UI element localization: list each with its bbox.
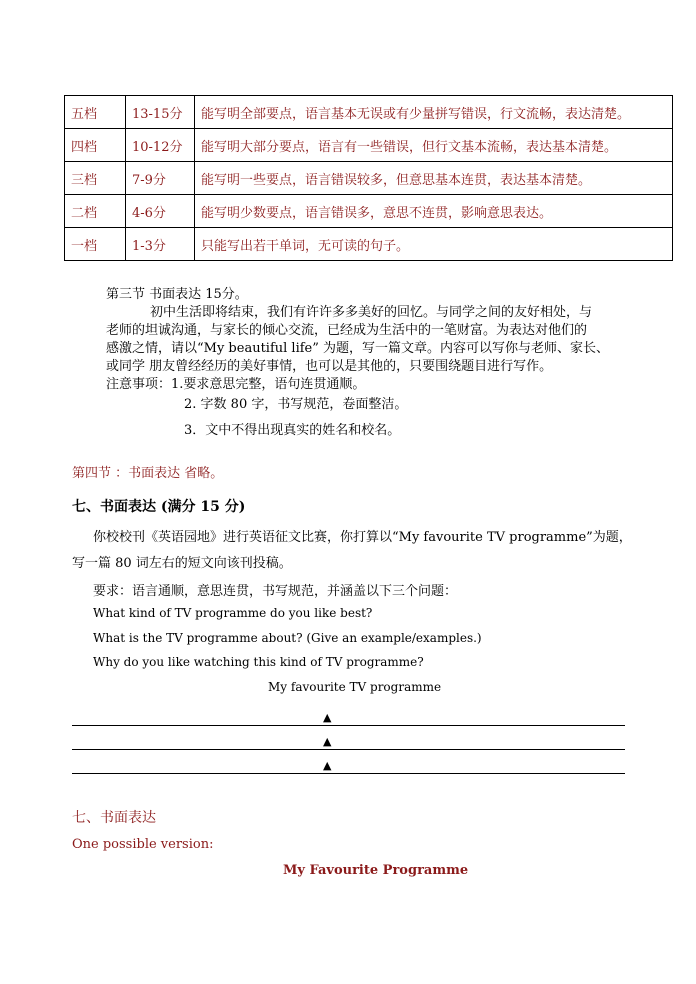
grade-description: 能写明少数要点，语言错误多，意思不连贯，影响意思表达。 (195, 195, 673, 228)
part7-intro-line2: 写一篇 80 词左右的短文向该刊投稿。 (72, 556, 292, 571)
grade-score: 4-6分 (126, 195, 195, 228)
grading-table (64, 95, 673, 261)
grade-label: 五档 (65, 96, 126, 129)
blank-marker-2: ▲ (323, 735, 332, 748)
grade-row (65, 195, 673, 228)
grade-row (65, 96, 673, 129)
question-2: What is the TV programme about? (Give an example/examples.) (93, 631, 482, 645)
answer-line-1 (72, 725, 625, 726)
grade-score: 10-12分 (126, 129, 195, 162)
grade-label: 三档 (65, 162, 126, 195)
essay-title: My favourite TV programme (268, 680, 442, 694)
grade-description: 能写明全部要点，语言基本无误或有少量拼写错误，行文流畅，表达清楚。 (195, 96, 673, 129)
answer-line-3 (72, 773, 625, 774)
section3-line3: 感激之情，请以“My beautiful life” 为题，写一篇文章。内容可以写你与老师、家长、 (106, 341, 610, 356)
grade-description: 能写明大部分要点，语言有一些错误，但行文基本流畅，表达基本清楚。 (195, 129, 673, 162)
part7-requirement: 要求：语言通顺，意思连贯，书写规范，并涵盖以下三个问题： (93, 584, 458, 599)
grade-row (65, 129, 673, 162)
part7-intro-line1: 你校校刊《英语园地》进行英语征文比赛，你打算以“My favourite TV programme”为题， (93, 530, 632, 545)
grade-row (65, 228, 673, 261)
part7-title: 七、书面表达 (满分 15 分) (72, 499, 246, 515)
grade-description: 只能写出若干单词，无可读的句子。 (195, 228, 673, 261)
grade-label: 一档 (65, 228, 126, 261)
section3-line1: 初中生活即将结束，我们有许许多多美好的回忆。与同学之间的友好相处，与 (150, 305, 593, 320)
section3-heading: 第三节 书面表达 15分。 (106, 287, 248, 302)
section4-note: 第四节 ：书面表达 省略。 (72, 466, 224, 481)
grade-description: 能写明一些要点，语言错误较多，但意思基本连贯，表达基本清楚。 (195, 162, 673, 195)
grade-score: 7-9分 (126, 162, 195, 195)
question-3: Why do you like watching this kind of TV programme? (93, 655, 424, 669)
section3-line4: 或同学 朋友曾经经历的美好事情，也可以是其他的，只要围绕题目进行写作。 (106, 359, 553, 374)
grade-label: 四档 (65, 129, 126, 162)
section3-line2: 老师的坦诚沟通，与家长的倾心交流，已经成为生活中的一笔财富。为表达对他们的 (106, 323, 588, 338)
grade-row (65, 162, 673, 195)
blank-marker-1: ▲ (323, 711, 332, 724)
blank-marker-3: ▲ (323, 759, 332, 772)
grade-score: 13-15分 (126, 96, 195, 129)
answer-version-label: One possible version: (72, 837, 214, 852)
section3-note3: 3．文中不得出现真实的姓名和校名。 (184, 423, 401, 438)
answer-line-2 (72, 749, 625, 750)
grade-label: 二档 (65, 195, 126, 228)
answer-title: My Favourite Programme (283, 863, 469, 878)
section3-note1: 注意事项：1.要求意思完整，语句连贯通顺。 (106, 377, 366, 392)
question-1: What kind of TV programme do you like best? (93, 606, 373, 620)
grade-score: 1-3分 (126, 228, 195, 261)
answer-heading: 七、书面表达 (72, 810, 156, 826)
section3-note2: 2. 字数 80 字，书写规范，卷面整洁。 (184, 397, 408, 412)
